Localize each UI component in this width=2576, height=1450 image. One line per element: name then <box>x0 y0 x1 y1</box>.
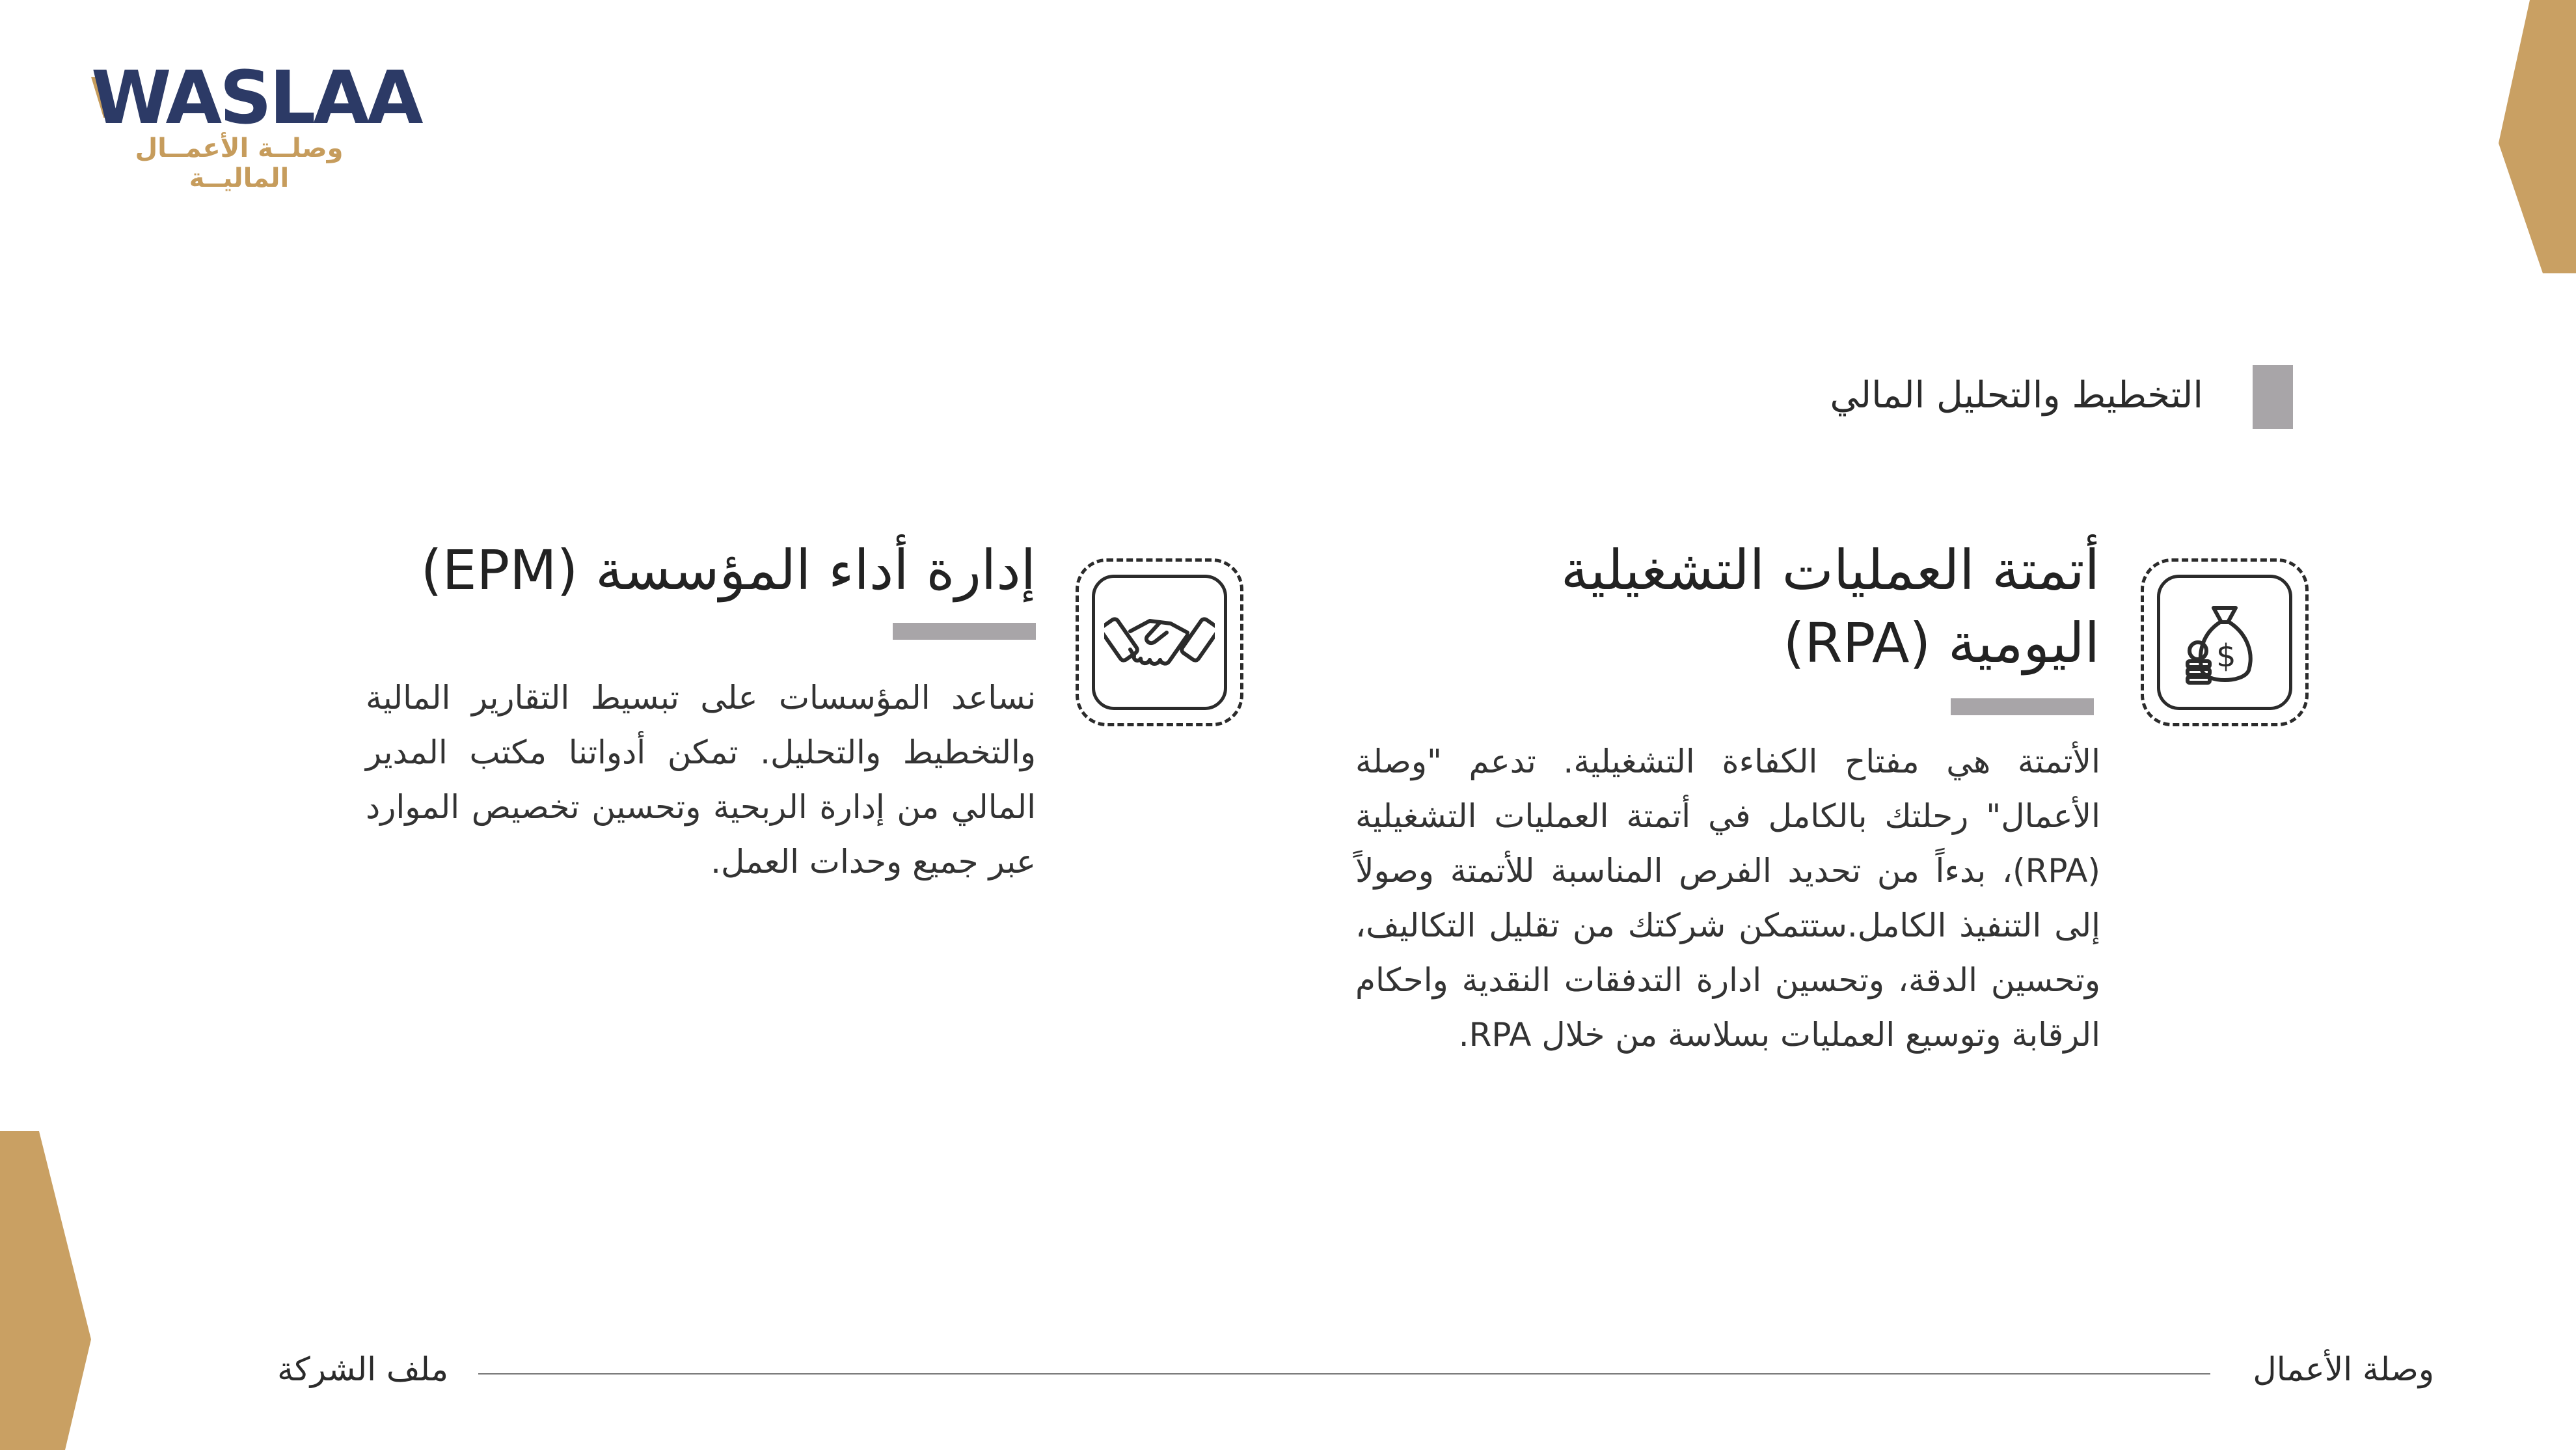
footer-right-text: وصلة الأعمال <box>2253 1350 2434 1388</box>
epm-card-body: نساعد المؤسسات على تبسيط التقارير المالية والتخطيط والتحليل. تمكن أدواتنا مكتب المدير المالي من إدارة الربحية وتحسين تخصيص الموارد عبر جميع وحدات العمل. <box>366 679 1036 881</box>
bottom-left-corner-shape <box>0 1131 91 1450</box>
epm-icon-inner <box>1092 575 1227 710</box>
epm-icon-frame <box>1076 558 1243 726</box>
svg-text:$: $ <box>2216 638 2236 674</box>
footer-left-text: ملف الشركة <box>277 1350 448 1388</box>
section-marker <box>2253 365 2293 429</box>
footer-divider <box>478 1373 2210 1375</box>
epm-card-title: إدارة أداء المؤسسة (EPM) <box>420 538 1036 602</box>
rpa-title-underline <box>1951 698 2094 715</box>
top-right-corner-shape <box>2499 0 2576 273</box>
rpa-icon-frame <box>2141 558 2309 726</box>
rpa-card-body: الأتمتة هي مفتاح الكفاءة التشغيلية. تدعم "وصلة الأعمال" رحلتك بالكامل في أتمتة العمليات التشغيلية (RPA)، بدءاً من تحديد الفرص المناسبة للأتمتة وصولاً إلى التنفيذ الكامل.ستتمكن شركتك من تقليل التكاليف، وتحسين الدقة، وتحسين ادارة التدفقات النقدية واحكام الرقابة وتوسيع العمليات بسلاسة من خلال RPA. <box>1355 743 2100 1054</box>
epm-title-underline <box>893 623 1036 640</box>
logo-wordmark: WASLAA <box>91 56 421 141</box>
logo-subtitle: وصلــة الأعمــال الماليــة <box>135 133 344 193</box>
rpa-card-title <box>1319 534 2100 679</box>
rpa-title-line1: أتمتة العمليات التشغيلية <box>1560 538 2100 602</box>
section-title: التخطيط والتحليل المالي <box>1830 374 2203 417</box>
rpa-icon-inner <box>2157 575 2292 710</box>
money-bag-icon <box>2176 594 2273 691</box>
handshake-icon <box>1104 594 1215 691</box>
rpa-title-line2: اليومية (RPA) <box>1783 611 2100 675</box>
